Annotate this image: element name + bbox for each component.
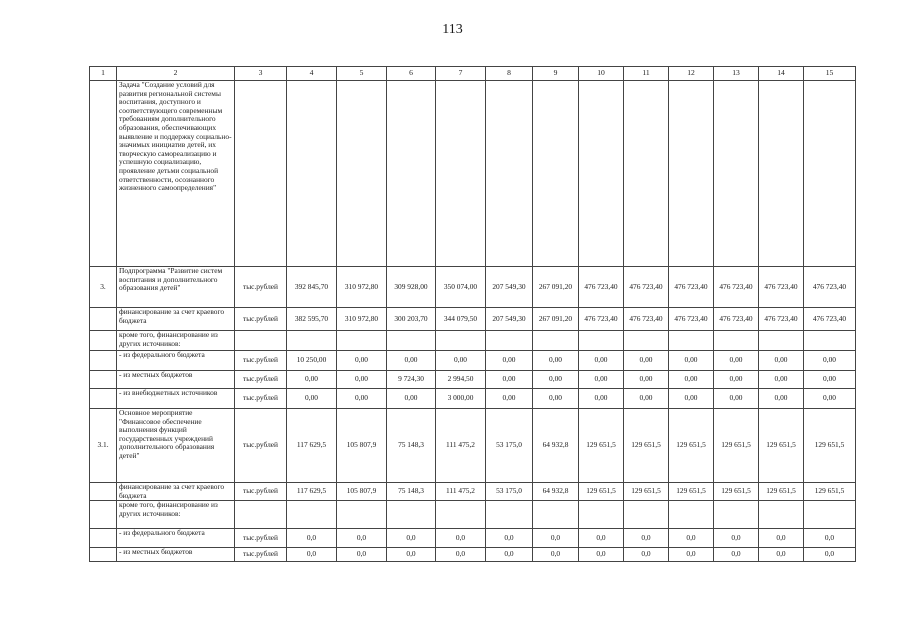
- value-cell: 476 723,40: [714, 308, 759, 331]
- value-cell: 0,0: [287, 548, 337, 562]
- value-cell: 129 651,5: [714, 409, 759, 483]
- row-name: - из местных бюджетов: [117, 548, 235, 562]
- value-cell: 0,00: [804, 351, 856, 371]
- table-row: [90, 409, 856, 483]
- value-cell: 0,0: [759, 548, 804, 562]
- value-cell: 0,00: [287, 389, 337, 409]
- value-cell: [624, 81, 669, 267]
- value-cell: [533, 81, 579, 267]
- value-cell: 476 723,40: [624, 267, 669, 308]
- table-row: [90, 331, 856, 351]
- row-unit: тыс.рублей: [235, 409, 287, 483]
- value-cell: [669, 501, 714, 529]
- value-cell: [624, 501, 669, 529]
- value-cell: 310 972,80: [337, 308, 387, 331]
- value-cell: 0,00: [579, 389, 624, 409]
- value-cell: 0,00: [759, 371, 804, 389]
- value-cell: 344 079,50: [436, 308, 486, 331]
- value-cell: 0,00: [759, 389, 804, 409]
- value-cell: 0,0: [337, 548, 387, 562]
- value-cell: 207 549,30: [486, 267, 533, 308]
- row-number: [90, 501, 117, 529]
- value-cell: 476 723,40: [804, 267, 856, 308]
- value-cell: [486, 501, 533, 529]
- value-cell: 0,0: [714, 548, 759, 562]
- value-cell: [579, 81, 624, 267]
- table-row: [90, 501, 856, 529]
- value-cell: [759, 331, 804, 351]
- value-cell: 0,00: [533, 371, 579, 389]
- value-cell: 129 651,5: [579, 483, 624, 501]
- column-header: 11: [624, 67, 669, 81]
- value-cell: 129 651,5: [804, 483, 856, 501]
- row-unit: тыс.рублей: [235, 308, 287, 331]
- value-cell: 0,00: [486, 371, 533, 389]
- row-unit: [235, 501, 287, 529]
- value-cell: 0,0: [486, 529, 533, 548]
- row-unit: тыс.рублей: [235, 351, 287, 371]
- value-cell: [436, 501, 486, 529]
- value-cell: 0,00: [337, 351, 387, 371]
- value-cell: 0,00: [337, 389, 387, 409]
- value-cell: 2 994,50: [436, 371, 486, 389]
- value-cell: 0,00: [287, 371, 337, 389]
- value-cell: 0,0: [669, 548, 714, 562]
- value-cell: 129 651,5: [669, 483, 714, 501]
- row-number: [90, 389, 117, 409]
- value-cell: 392 845,70: [287, 267, 337, 308]
- column-header: 5: [337, 67, 387, 81]
- value-cell: 0,00: [714, 389, 759, 409]
- table-row: [90, 371, 856, 389]
- row-number: [90, 81, 117, 267]
- row-number: [90, 529, 117, 548]
- column-header: 8: [486, 67, 533, 81]
- value-cell: [486, 331, 533, 351]
- value-cell: 0,00: [533, 389, 579, 409]
- value-cell: 105 807,9: [337, 483, 387, 501]
- row-number: [90, 483, 117, 501]
- value-cell: [287, 501, 337, 529]
- value-cell: 476 723,40: [759, 308, 804, 331]
- value-cell: 207 549,30: [486, 308, 533, 331]
- value-cell: 476 723,40: [714, 267, 759, 308]
- value-cell: 0,00: [337, 371, 387, 389]
- value-cell: 476 723,40: [579, 267, 624, 308]
- value-cell: [436, 81, 486, 267]
- column-header: 15: [804, 67, 856, 81]
- value-cell: 75 148,3: [387, 409, 436, 483]
- value-cell: 0,0: [436, 548, 486, 562]
- value-cell: 0,00: [624, 351, 669, 371]
- value-cell: 129 651,5: [759, 483, 804, 501]
- value-cell: 476 723,40: [669, 308, 714, 331]
- value-cell: 117 629,5: [287, 409, 337, 483]
- page-number: 113: [442, 22, 463, 37]
- value-cell: [669, 331, 714, 351]
- column-header: 14: [759, 67, 804, 81]
- row-name: финансирование за счет краевого бюджета: [117, 308, 235, 331]
- row-number: [90, 308, 117, 331]
- value-cell: 0,0: [387, 529, 436, 548]
- value-cell: [714, 331, 759, 351]
- value-cell: 0,0: [669, 529, 714, 548]
- column-header: 9: [533, 67, 579, 81]
- row-name: Основное мероприятие "Финансовое обеспечение выполнения функций государственных учреждений дополнительного образования детей": [117, 409, 235, 483]
- column-header: 2: [117, 67, 235, 81]
- row-number: [90, 548, 117, 562]
- value-cell: 0,00: [624, 371, 669, 389]
- row-name: - из федерального бюджета: [117, 529, 235, 548]
- value-cell: 0,0: [624, 529, 669, 548]
- value-cell: 0,00: [804, 389, 856, 409]
- value-cell: 0,0: [436, 529, 486, 548]
- value-cell: 0,00: [669, 389, 714, 409]
- value-cell: [533, 501, 579, 529]
- value-cell: 0,0: [533, 529, 579, 548]
- value-cell: [287, 331, 337, 351]
- table-row: [90, 81, 856, 267]
- column-header: 13: [714, 67, 759, 81]
- column-header: 12: [669, 67, 714, 81]
- row-number: [90, 371, 117, 389]
- value-cell: 129 651,5: [804, 409, 856, 483]
- table-row: [90, 548, 856, 562]
- value-cell: 0,00: [436, 351, 486, 371]
- value-cell: 0,0: [533, 548, 579, 562]
- value-cell: 117 629,5: [287, 483, 337, 501]
- row-name: Подпрограмма "Развитие систем воспитания и дополнительного образования детей": [117, 267, 235, 308]
- value-cell: 0,0: [759, 529, 804, 548]
- value-cell: 267 091,20: [533, 267, 579, 308]
- value-cell: 0,00: [714, 351, 759, 371]
- value-cell: 0,00: [714, 371, 759, 389]
- value-cell: [804, 501, 856, 529]
- row-unit: тыс.рублей: [235, 389, 287, 409]
- value-cell: 0,0: [486, 548, 533, 562]
- row-name: - из местных бюджетов: [117, 371, 235, 389]
- value-cell: 111 475,2: [436, 483, 486, 501]
- row-name: кроме того, финансирование из других источников:: [117, 331, 235, 351]
- value-cell: [486, 81, 533, 267]
- value-cell: 0,00: [579, 371, 624, 389]
- value-cell: 0,00: [624, 389, 669, 409]
- value-cell: 0,00: [486, 389, 533, 409]
- value-cell: [669, 81, 714, 267]
- column-header: 4: [287, 67, 337, 81]
- value-cell: 75 148,3: [387, 483, 436, 501]
- value-cell: 309 928,00: [387, 267, 436, 308]
- value-cell: 0,0: [624, 548, 669, 562]
- value-cell: 0,00: [486, 351, 533, 371]
- value-cell: [387, 501, 436, 529]
- value-cell: 0,00: [387, 351, 436, 371]
- table-row: [90, 483, 856, 501]
- value-cell: [533, 331, 579, 351]
- value-cell: 129 651,5: [669, 409, 714, 483]
- table-row: [90, 267, 856, 308]
- column-header: 6: [387, 67, 436, 81]
- value-cell: 0,00: [669, 351, 714, 371]
- value-cell: 0,0: [804, 548, 856, 562]
- value-cell: [337, 501, 387, 529]
- value-cell: [337, 331, 387, 351]
- value-cell: [714, 81, 759, 267]
- value-cell: 267 091,20: [533, 308, 579, 331]
- table-body: [90, 67, 856, 562]
- value-cell: [579, 501, 624, 529]
- value-cell: 0,0: [804, 529, 856, 548]
- row-number: [90, 331, 117, 351]
- value-cell: 0,0: [579, 529, 624, 548]
- value-cell: 382 595,70: [287, 308, 337, 331]
- row-unit: тыс.рублей: [235, 371, 287, 389]
- column-header: 7: [436, 67, 486, 81]
- value-cell: 476 723,40: [669, 267, 714, 308]
- row-unit: [235, 81, 287, 267]
- value-cell: [624, 331, 669, 351]
- value-cell: 0,0: [579, 548, 624, 562]
- row-name: - из внебюджетных источников: [117, 389, 235, 409]
- budget-table: [89, 66, 856, 562]
- value-cell: 476 723,40: [804, 308, 856, 331]
- value-cell: [759, 501, 804, 529]
- value-cell: 0,0: [287, 529, 337, 548]
- value-cell: [579, 331, 624, 351]
- value-cell: 129 651,5: [624, 409, 669, 483]
- value-cell: 53 175,0: [486, 409, 533, 483]
- value-cell: 476 723,40: [624, 308, 669, 331]
- value-cell: 129 651,5: [714, 483, 759, 501]
- value-cell: 310 972,80: [337, 267, 387, 308]
- row-number: 3.1.: [90, 409, 117, 483]
- value-cell: 3 000,00: [436, 389, 486, 409]
- value-cell: [804, 331, 856, 351]
- row-unit: тыс.рублей: [235, 267, 287, 308]
- value-cell: [387, 81, 436, 267]
- row-name: Задача "Создание условий для развития региональной системы воспитания, доступного и соответствующего современным требованиям дополнительного образования, обеспечивающих выявление и поддержку социально-значимых инициатив детей, их творческую самореализацию и успешную социализацию, проявление детьми социальной ответственности, осознанного жизненного самоопределения": [117, 81, 235, 267]
- row-name: финансирование за счет краевого бюджета: [117, 483, 235, 501]
- value-cell: [804, 81, 856, 267]
- value-cell: 0,0: [337, 529, 387, 548]
- value-cell: 129 651,5: [579, 409, 624, 483]
- value-cell: 129 651,5: [624, 483, 669, 501]
- value-cell: [287, 81, 337, 267]
- value-cell: 0,00: [759, 351, 804, 371]
- row-unit: [235, 331, 287, 351]
- column-header: 1: [90, 67, 117, 81]
- column-header: 3: [235, 67, 287, 81]
- value-cell: [337, 81, 387, 267]
- row-unit: тыс.рублей: [235, 529, 287, 548]
- value-cell: [714, 501, 759, 529]
- row-name: - из федерального бюджета: [117, 351, 235, 371]
- table-row: [90, 529, 856, 548]
- value-cell: 64 932,8: [533, 409, 579, 483]
- row-unit: тыс.рублей: [235, 483, 287, 501]
- value-cell: 0,00: [533, 351, 579, 371]
- value-cell: [436, 331, 486, 351]
- value-cell: 0,0: [714, 529, 759, 548]
- value-cell: 0,00: [669, 371, 714, 389]
- table-row: [90, 351, 856, 371]
- value-cell: 111 475,2: [436, 409, 486, 483]
- value-cell: [387, 331, 436, 351]
- value-cell: 129 651,5: [759, 409, 804, 483]
- value-cell: 300 203,70: [387, 308, 436, 331]
- value-cell: 0,0: [387, 548, 436, 562]
- row-number: [90, 351, 117, 371]
- value-cell: 105 807,9: [337, 409, 387, 483]
- value-cell: 476 723,40: [579, 308, 624, 331]
- value-cell: [759, 81, 804, 267]
- row-number: 3.: [90, 267, 117, 308]
- value-cell: 0,00: [387, 389, 436, 409]
- table-row: [90, 308, 856, 331]
- value-cell: 10 250,00: [287, 351, 337, 371]
- value-cell: 476 723,40: [759, 267, 804, 308]
- column-header: 10: [579, 67, 624, 81]
- table-row: [90, 389, 856, 409]
- value-cell: 0,00: [579, 351, 624, 371]
- value-cell: 350 074,00: [436, 267, 486, 308]
- row-name: кроме того, финансирование из других источников:: [117, 501, 235, 529]
- value-cell: 9 724,30: [387, 371, 436, 389]
- column-header-row: [90, 67, 856, 81]
- row-unit: тыс.рублей: [235, 548, 287, 562]
- value-cell: 64 932,8: [533, 483, 579, 501]
- value-cell: 53 175,0: [486, 483, 533, 501]
- value-cell: 0,00: [804, 371, 856, 389]
